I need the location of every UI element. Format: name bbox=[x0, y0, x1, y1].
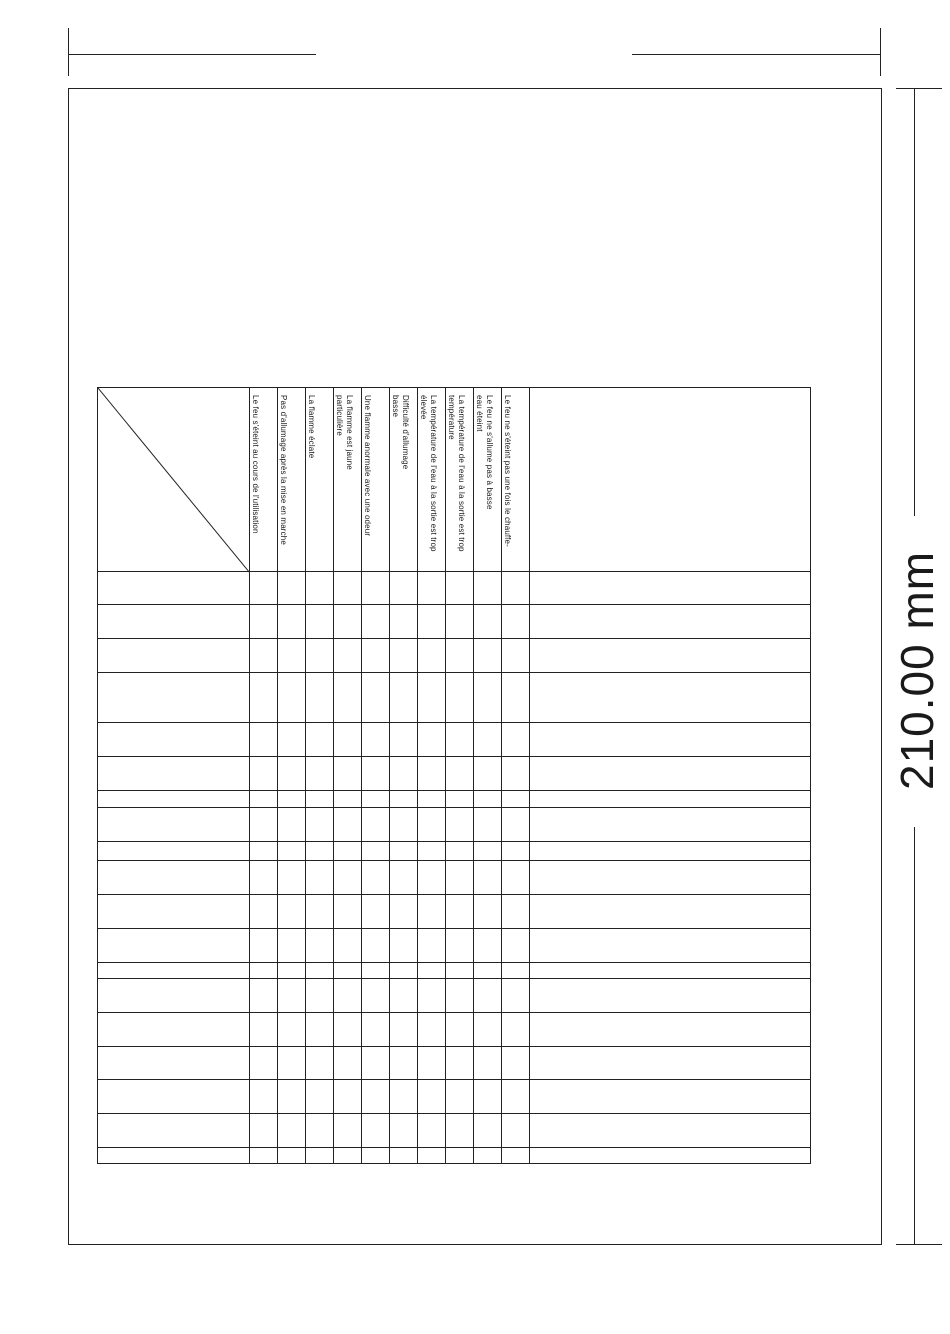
check-cell bbox=[334, 757, 362, 791]
check-cell bbox=[446, 791, 474, 808]
check-cell bbox=[250, 963, 278, 979]
check-cell bbox=[306, 791, 334, 808]
check-cell bbox=[362, 861, 390, 895]
check-cell bbox=[418, 929, 446, 963]
check-cell bbox=[306, 1013, 334, 1047]
row-label-cell bbox=[98, 861, 250, 895]
column-header bbox=[474, 388, 502, 572]
check-cell bbox=[474, 723, 502, 757]
check-cell bbox=[418, 979, 446, 1013]
check-cell bbox=[306, 895, 334, 929]
row-label-cell bbox=[98, 639, 250, 673]
table-row bbox=[98, 723, 811, 757]
remarks-cell bbox=[530, 842, 811, 861]
check-cell bbox=[474, 808, 502, 842]
column-header bbox=[278, 388, 306, 572]
check-cell bbox=[306, 757, 334, 791]
check-cell bbox=[446, 861, 474, 895]
remarks-cell bbox=[530, 723, 811, 757]
check-cell bbox=[250, 895, 278, 929]
column-header-label: Le feu ne s'éteint pas une fois le chauffe- bbox=[503, 395, 512, 547]
check-cell bbox=[418, 808, 446, 842]
check-cell bbox=[446, 979, 474, 1013]
check-cell bbox=[334, 1013, 362, 1047]
check-cell bbox=[474, 572, 502, 605]
column-header-label: La température de l'eau à la sortie est trop élevée bbox=[419, 395, 438, 552]
check-cell bbox=[250, 929, 278, 963]
row-label-cell bbox=[98, 808, 250, 842]
check-cell bbox=[306, 861, 334, 895]
check-cell bbox=[278, 963, 306, 979]
check-cell bbox=[278, 929, 306, 963]
check-cell bbox=[446, 1047, 474, 1080]
check-cell bbox=[250, 1013, 278, 1047]
column-header bbox=[250, 388, 278, 572]
check-cell bbox=[446, 1114, 474, 1148]
check-cell bbox=[390, 1080, 418, 1114]
check-cell bbox=[250, 757, 278, 791]
check-cell bbox=[306, 1080, 334, 1114]
check-cell bbox=[390, 1047, 418, 1080]
check-cell bbox=[278, 639, 306, 673]
check-cell bbox=[306, 929, 334, 963]
check-cell bbox=[474, 979, 502, 1013]
check-cell bbox=[362, 895, 390, 929]
row-label-cell bbox=[98, 673, 250, 723]
row-label-cell bbox=[98, 1114, 250, 1148]
check-cell bbox=[362, 842, 390, 861]
check-cell bbox=[418, 1080, 446, 1114]
check-cell bbox=[502, 895, 530, 929]
check-cell bbox=[502, 605, 530, 639]
check-cell bbox=[278, 895, 306, 929]
column-header bbox=[334, 388, 362, 572]
table-row bbox=[98, 639, 811, 673]
check-cell bbox=[502, 1080, 530, 1114]
column-header-label: Le feu s'éteint au cours de l'utilisation bbox=[251, 395, 260, 534]
check-cell bbox=[502, 861, 530, 895]
check-cell bbox=[390, 723, 418, 757]
dimension-label: 210.00 mm bbox=[891, 550, 943, 791]
check-cell bbox=[278, 572, 306, 605]
row-label-cell bbox=[98, 979, 250, 1013]
check-cell bbox=[446, 1080, 474, 1114]
check-cell bbox=[334, 929, 362, 963]
check-cell bbox=[474, 757, 502, 791]
check-cell bbox=[334, 572, 362, 605]
remarks-cell bbox=[530, 1148, 811, 1164]
dimension-tick-top bbox=[896, 88, 942, 89]
column-header-label: La température de l'eau à la sortie est trop température bbox=[447, 395, 466, 552]
table-row bbox=[98, 1047, 811, 1080]
row-label-cell bbox=[98, 757, 250, 791]
diagonal-corner-cell bbox=[98, 388, 250, 572]
check-cell bbox=[474, 861, 502, 895]
column-header bbox=[446, 388, 474, 572]
check-cell bbox=[250, 791, 278, 808]
column-header-label: Difficulté d'allumage basse bbox=[391, 395, 410, 470]
table-row bbox=[98, 842, 811, 861]
check-cell bbox=[390, 605, 418, 639]
check-cell bbox=[474, 673, 502, 723]
row-label-cell bbox=[98, 1047, 250, 1080]
table-row bbox=[98, 808, 811, 842]
check-cell bbox=[446, 639, 474, 673]
check-cell bbox=[362, 979, 390, 1013]
check-cell bbox=[502, 963, 530, 979]
check-cell bbox=[418, 842, 446, 861]
check-cell bbox=[446, 929, 474, 963]
check-cell bbox=[474, 895, 502, 929]
check-cell bbox=[334, 1114, 362, 1148]
remarks-cell bbox=[530, 895, 811, 929]
check-cell bbox=[502, 673, 530, 723]
remarks-cell bbox=[530, 963, 811, 979]
check-cell bbox=[418, 791, 446, 808]
check-cell bbox=[418, 723, 446, 757]
check-cell bbox=[502, 1114, 530, 1148]
check-cell bbox=[334, 842, 362, 861]
row-label-cell bbox=[98, 572, 250, 605]
remarks-cell bbox=[530, 1080, 811, 1114]
check-cell bbox=[418, 861, 446, 895]
check-cell bbox=[334, 808, 362, 842]
check-cell bbox=[474, 842, 502, 861]
check-cell bbox=[390, 572, 418, 605]
check-cell bbox=[418, 895, 446, 929]
column-header-label: Pas d'allumage après la mise en marche bbox=[279, 395, 288, 545]
row-label-cell bbox=[98, 842, 250, 861]
check-cell bbox=[362, 1047, 390, 1080]
row-label-cell bbox=[98, 1148, 250, 1164]
check-cell bbox=[474, 639, 502, 673]
check-cell bbox=[334, 861, 362, 895]
check-cell bbox=[306, 979, 334, 1013]
check-cell bbox=[278, 757, 306, 791]
check-cell bbox=[446, 673, 474, 723]
check-cell bbox=[418, 1047, 446, 1080]
check-cell bbox=[446, 757, 474, 791]
top-rule-left bbox=[68, 54, 316, 55]
check-cell bbox=[390, 1114, 418, 1148]
check-cell bbox=[250, 1148, 278, 1164]
check-cell bbox=[502, 1047, 530, 1080]
check-cell bbox=[502, 639, 530, 673]
row-label-cell bbox=[98, 605, 250, 639]
check-cell bbox=[334, 791, 362, 808]
check-cell bbox=[474, 605, 502, 639]
check-cell bbox=[334, 605, 362, 639]
table-row bbox=[98, 895, 811, 929]
check-cell bbox=[278, 1013, 306, 1047]
check-cell bbox=[306, 808, 334, 842]
column-header-label: La flamme est jaune particulière bbox=[335, 395, 354, 470]
remarks-cell bbox=[530, 639, 811, 673]
check-cell bbox=[306, 1148, 334, 1164]
remarks-header-cell bbox=[530, 388, 811, 572]
check-cell bbox=[306, 1114, 334, 1148]
check-cell bbox=[502, 842, 530, 861]
troubleshooting-table bbox=[97, 387, 811, 1164]
check-cell bbox=[306, 723, 334, 757]
check-cell bbox=[278, 1148, 306, 1164]
check-cell bbox=[502, 791, 530, 808]
table-row bbox=[98, 572, 811, 605]
check-cell bbox=[306, 639, 334, 673]
check-cell bbox=[502, 757, 530, 791]
check-cell bbox=[418, 673, 446, 723]
check-cell bbox=[446, 605, 474, 639]
check-cell bbox=[418, 963, 446, 979]
table-header-row bbox=[98, 388, 811, 572]
corner-diagonal-line bbox=[98, 388, 250, 573]
check-cell bbox=[446, 723, 474, 757]
remarks-cell bbox=[530, 861, 811, 895]
crop-mark-top-left bbox=[68, 28, 69, 76]
check-cell bbox=[250, 572, 278, 605]
row-label-cell bbox=[98, 929, 250, 963]
column-header bbox=[306, 388, 334, 572]
check-cell bbox=[446, 895, 474, 929]
check-cell bbox=[250, 723, 278, 757]
check-cell bbox=[390, 979, 418, 1013]
check-cell bbox=[250, 808, 278, 842]
check-cell bbox=[502, 1148, 530, 1164]
dimension-line-lower bbox=[914, 827, 915, 1244]
table-row bbox=[98, 791, 811, 808]
check-cell bbox=[362, 639, 390, 673]
check-cell bbox=[390, 639, 418, 673]
check-cell bbox=[362, 1080, 390, 1114]
table-row bbox=[98, 1148, 811, 1164]
row-label-cell bbox=[98, 1080, 250, 1114]
remarks-cell bbox=[530, 757, 811, 791]
check-cell bbox=[446, 842, 474, 861]
check-cell bbox=[362, 723, 390, 757]
check-cell bbox=[502, 1013, 530, 1047]
check-cell bbox=[250, 861, 278, 895]
check-cell bbox=[474, 929, 502, 963]
check-cell bbox=[362, 963, 390, 979]
check-cell bbox=[250, 605, 278, 639]
row-label-cell bbox=[98, 963, 250, 979]
column-header-label: La flamme éclate bbox=[307, 395, 316, 459]
column-header bbox=[390, 388, 418, 572]
check-cell bbox=[474, 1114, 502, 1148]
check-cell bbox=[362, 572, 390, 605]
remarks-cell bbox=[530, 605, 811, 639]
remarks-cell bbox=[530, 1013, 811, 1047]
table-row bbox=[98, 861, 811, 895]
check-cell bbox=[362, 1148, 390, 1164]
check-cell bbox=[250, 842, 278, 861]
row-label-cell bbox=[98, 723, 250, 757]
check-cell bbox=[362, 673, 390, 723]
check-cell bbox=[250, 1080, 278, 1114]
table-row bbox=[98, 757, 811, 791]
check-cell bbox=[278, 1080, 306, 1114]
remarks-cell bbox=[530, 808, 811, 842]
crop-mark-top-right bbox=[880, 28, 881, 76]
check-cell bbox=[418, 1013, 446, 1047]
row-label-cell bbox=[98, 1013, 250, 1047]
check-cell bbox=[362, 791, 390, 808]
column-header-label: Une flamme anormale avec une odeur bbox=[363, 395, 372, 537]
check-cell bbox=[418, 1114, 446, 1148]
check-cell bbox=[446, 572, 474, 605]
table-row bbox=[98, 929, 811, 963]
column-header-label: Le feu ne s'allume pas à basse eau éteint bbox=[475, 395, 494, 510]
check-cell bbox=[502, 979, 530, 1013]
dimension-tick-bottom bbox=[896, 1244, 942, 1245]
check-cell bbox=[278, 842, 306, 861]
check-cell bbox=[250, 1047, 278, 1080]
check-cell bbox=[278, 723, 306, 757]
check-cell bbox=[474, 1013, 502, 1047]
dimension-line-upper bbox=[914, 88, 915, 516]
check-cell bbox=[390, 929, 418, 963]
check-cell bbox=[334, 673, 362, 723]
check-cell bbox=[474, 791, 502, 808]
check-cell bbox=[390, 861, 418, 895]
check-cell bbox=[334, 963, 362, 979]
check-cell bbox=[446, 963, 474, 979]
check-cell bbox=[418, 572, 446, 605]
check-cell bbox=[278, 673, 306, 723]
check-cell bbox=[334, 639, 362, 673]
check-cell bbox=[474, 1080, 502, 1114]
remarks-cell bbox=[530, 1114, 811, 1148]
table-row bbox=[98, 673, 811, 723]
check-cell bbox=[390, 808, 418, 842]
column-header bbox=[418, 388, 446, 572]
check-cell bbox=[474, 1148, 502, 1164]
check-cell bbox=[278, 1047, 306, 1080]
check-cell bbox=[306, 842, 334, 861]
check-cell bbox=[390, 842, 418, 861]
check-cell bbox=[306, 572, 334, 605]
check-cell bbox=[362, 929, 390, 963]
check-cell bbox=[446, 1148, 474, 1164]
check-cell bbox=[390, 791, 418, 808]
check-cell bbox=[446, 1013, 474, 1047]
check-cell bbox=[502, 808, 530, 842]
remarks-cell bbox=[530, 791, 811, 808]
check-cell bbox=[306, 673, 334, 723]
table-row bbox=[98, 963, 811, 979]
check-cell bbox=[306, 1047, 334, 1080]
check-cell bbox=[278, 605, 306, 639]
check-cell bbox=[418, 1148, 446, 1164]
table-row bbox=[98, 605, 811, 639]
remarks-cell bbox=[530, 673, 811, 723]
check-cell bbox=[362, 1013, 390, 1047]
check-cell bbox=[446, 808, 474, 842]
remarks-cell bbox=[530, 979, 811, 1013]
check-cell bbox=[334, 1080, 362, 1114]
check-cell bbox=[278, 979, 306, 1013]
check-cell bbox=[250, 979, 278, 1013]
remarks-cell bbox=[530, 929, 811, 963]
check-cell bbox=[334, 895, 362, 929]
check-cell bbox=[278, 1114, 306, 1148]
check-cell bbox=[474, 1047, 502, 1080]
check-cell bbox=[390, 963, 418, 979]
check-cell bbox=[306, 963, 334, 979]
check-cell bbox=[250, 673, 278, 723]
column-header bbox=[362, 388, 390, 572]
remarks-cell bbox=[530, 1047, 811, 1080]
check-cell bbox=[362, 605, 390, 639]
check-cell bbox=[418, 639, 446, 673]
check-cell bbox=[390, 1013, 418, 1047]
check-cell bbox=[502, 929, 530, 963]
table-row bbox=[98, 1080, 811, 1114]
check-cell bbox=[474, 963, 502, 979]
check-cell bbox=[362, 757, 390, 791]
check-cell bbox=[278, 861, 306, 895]
table-body bbox=[98, 572, 811, 1164]
check-cell bbox=[250, 1114, 278, 1148]
check-cell bbox=[390, 673, 418, 723]
check-cell bbox=[418, 605, 446, 639]
top-rule-right bbox=[632, 54, 881, 55]
check-cell bbox=[334, 1148, 362, 1164]
check-cell bbox=[334, 1047, 362, 1080]
check-cell bbox=[390, 895, 418, 929]
check-cell bbox=[334, 979, 362, 1013]
check-cell bbox=[502, 572, 530, 605]
check-cell bbox=[390, 1148, 418, 1164]
check-cell bbox=[278, 808, 306, 842]
check-cell bbox=[362, 1114, 390, 1148]
check-cell bbox=[250, 639, 278, 673]
check-cell bbox=[502, 723, 530, 757]
check-cell bbox=[306, 605, 334, 639]
check-cell bbox=[390, 757, 418, 791]
row-label-cell bbox=[98, 895, 250, 929]
row-label-cell bbox=[98, 791, 250, 808]
check-cell bbox=[418, 757, 446, 791]
check-cell bbox=[278, 791, 306, 808]
remarks-cell bbox=[530, 572, 811, 605]
column-header bbox=[502, 388, 530, 572]
table-row bbox=[98, 1114, 811, 1148]
table-row bbox=[98, 979, 811, 1013]
table-row bbox=[98, 1013, 811, 1047]
check-cell bbox=[334, 723, 362, 757]
check-cell bbox=[362, 808, 390, 842]
